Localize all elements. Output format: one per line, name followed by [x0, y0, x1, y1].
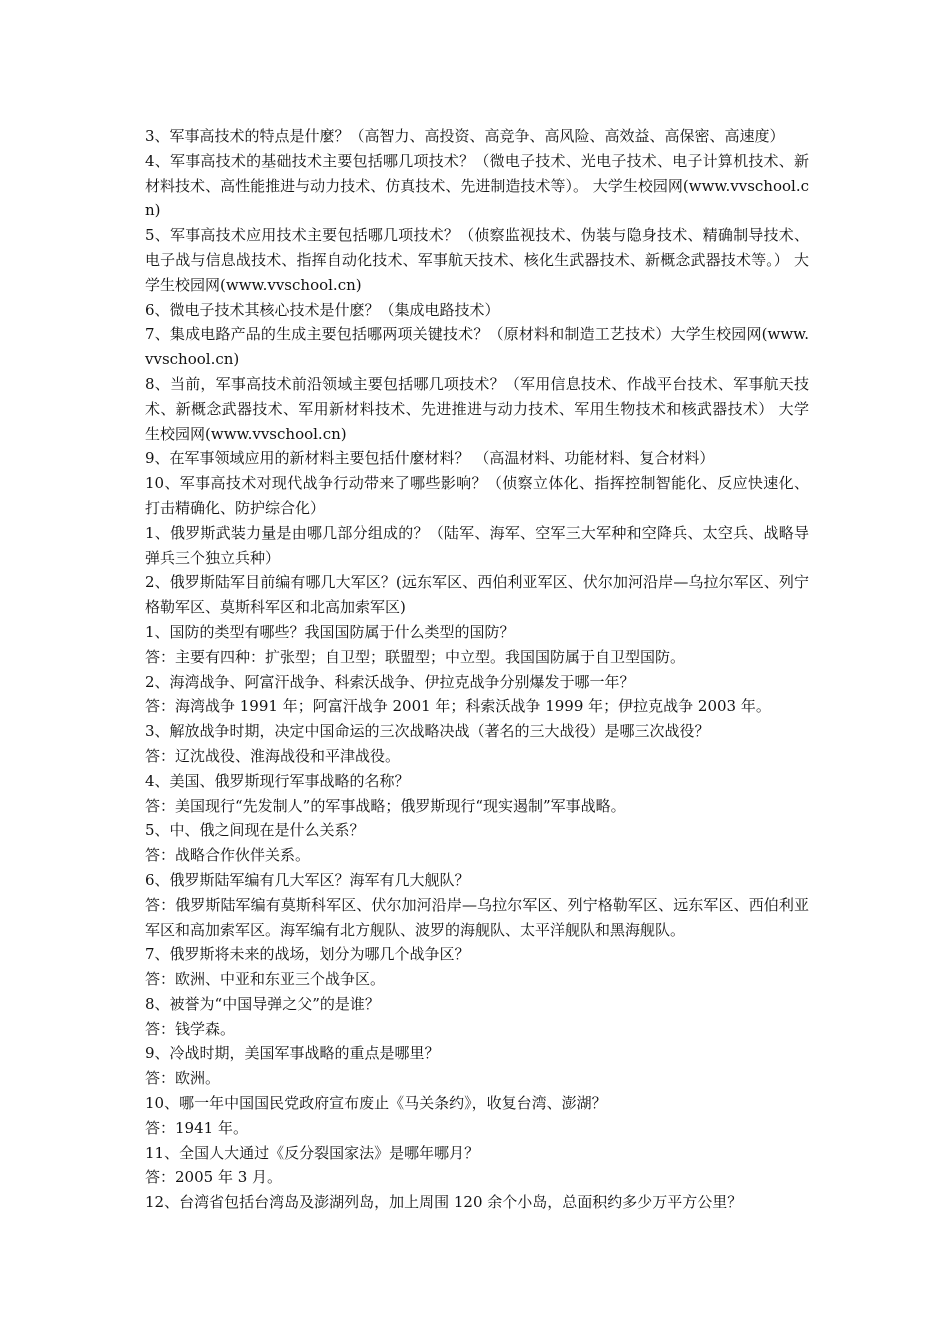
question-6: 6、俄罗斯陆军编有几大军区？海军有几大舰队？: [145, 870, 470, 889]
question-2: 2、海湾战争、阿富汗战争、科索沃战争、伊拉克战争分别爆发于哪一年？: [145, 672, 635, 691]
answer-2: 答：海湾战争 1991 年；阿富汗战争 2001 年；科索沃战争 1999 年；伊拉克战争 2003 年。: [145, 697, 771, 716]
paragraph-3: 5、军事高技术应用技术主要包括哪几项技术？（侦察监视技术、伪装与隐身技术、精确制导技术、电子战与信息战技术、指挥自动化技术、军事航天技术、核化生武器技术、新概念武器技术等。） 大学生校园网(www.vvschool.cn): [145, 226, 809, 294]
paragraph-7: 9、在军事领域应用的新材料主要包括什麼材料？ （高温材料、功能材料、复合材料）: [145, 449, 715, 468]
answer-11: 答：2005 年 3 月。: [145, 1168, 283, 1187]
answer-9: 答：欧洲。: [145, 1069, 221, 1088]
question-3: 3、解放战争时期，决定中国命运的三次战略决战（著名的三大战役）是哪三次战役？: [145, 722, 710, 741]
question-5: 5、中、俄之间现在是什么关系？: [145, 821, 365, 840]
document-body: [145, 124, 809, 1215]
answer-10: 答：1941 年。: [145, 1118, 248, 1137]
question-1: 1、国防的类型有哪些？我国国防属于什么类型的国防？: [145, 622, 515, 641]
answer-6: 答：俄罗斯陆军编有莫斯科军区、伏尔加河沿岸—乌拉尔军区、列宁格勒军区、远东军区、西伯利亚军区和高加索军区。海军编有北方舰队、波罗的海舰队、太平洋舰队和黑海舰队。: [145, 895, 809, 939]
paragraph-6: 8、当前，军事高技术前沿领域主要包括哪几项技术？（军用信息技术、作战平台技术、军事航天技术、新概念武器技术、军用新材料技术、先进推进与动力技术、军用生物技术和核武器技术） 大学生校园网(www.vvschool.cn): [145, 374, 809, 443]
answer-5: 答：战略合作伙伴关系。: [145, 846, 311, 865]
question-7: 7、俄罗斯将未来的战场，划分为哪几个战争区？: [145, 945, 470, 964]
paragraph-8: 10、军事高技术对现代战争行动带来了哪些影响？（侦察立体化、指挥控制智能化、反应快速化、打击精确化、防护综合化）: [145, 474, 809, 517]
paragraph-9: 1、俄罗斯武装力量是由哪几部分组成的？（陆军、海军、空军三大军种和空降兵、太空兵、战略导弹兵三个独立兵种）: [145, 523, 809, 567]
answer-8: 答：钱学森。: [145, 1019, 236, 1038]
answer-7: 答：欧洲、中亚和东亚三个战争区。: [145, 970, 386, 989]
paragraph-4: 6、微电子技术其核心技术是什麽？（集成电路技术）: [145, 300, 500, 319]
question-9: 9、冷战时期，美国军事战略的重点是哪里？: [145, 1044, 440, 1063]
answer-1: 答：主要有四种：扩张型；自卫型；联盟型；中立型。我国国防属于自卫型国防。: [145, 647, 686, 666]
answer-4: 答：美国现行“先发制人”的军事战略；俄罗斯现行“现实遏制”军事战略。: [145, 796, 626, 815]
answer-3: 答：辽沈战役、淮海战役和平津战役。: [145, 746, 401, 765]
question-11: 11、全国人大通过《反分裂国家法》是哪年哪月？: [145, 1143, 480, 1162]
question-12: 12、台湾省包括台湾岛及澎湖列岛，加上周围 120 余个小岛，总面积约多少万平方公里？: [145, 1193, 743, 1212]
question-4: 4、美国、俄罗斯现行军事战略的名称？: [145, 771, 410, 790]
question-8: 8、被誉为“中国导弹之父”的是谁？: [145, 994, 380, 1013]
paragraph-2: 4、军事高技术的基础技术主要包括哪几项技术？（微电子技术、光电子技术、电子计算机技术、新材料技术、高性能推进与动力技术、仿真技术、先进制造技术等）。 大学生校园网(www.vvschool.cn): [145, 151, 809, 220]
paragraph-10: 2、俄罗斯陆军目前编有哪几大军区？(远东军区、西伯利亚军区、伏尔加河沿岸—乌拉尔军区、列宁格勒军区、莫斯科军区和北高加索军区): [145, 573, 809, 617]
question-10: 10、哪一年中国国民党政府宣布废止《马关条约》，收复台湾、澎湖？: [145, 1094, 607, 1113]
paragraph-5: 7、集成电路产品的生成主要包括哪两项关键技术？（原材料和制造工艺技术）大学生校园网(www.vvschool.cn): [145, 325, 809, 369]
paragraph-1: 3、军事高技术的特点是什麼？（高智力、高投资、高竞争、高风险、高效益、高保密、高速度）: [145, 127, 785, 145]
